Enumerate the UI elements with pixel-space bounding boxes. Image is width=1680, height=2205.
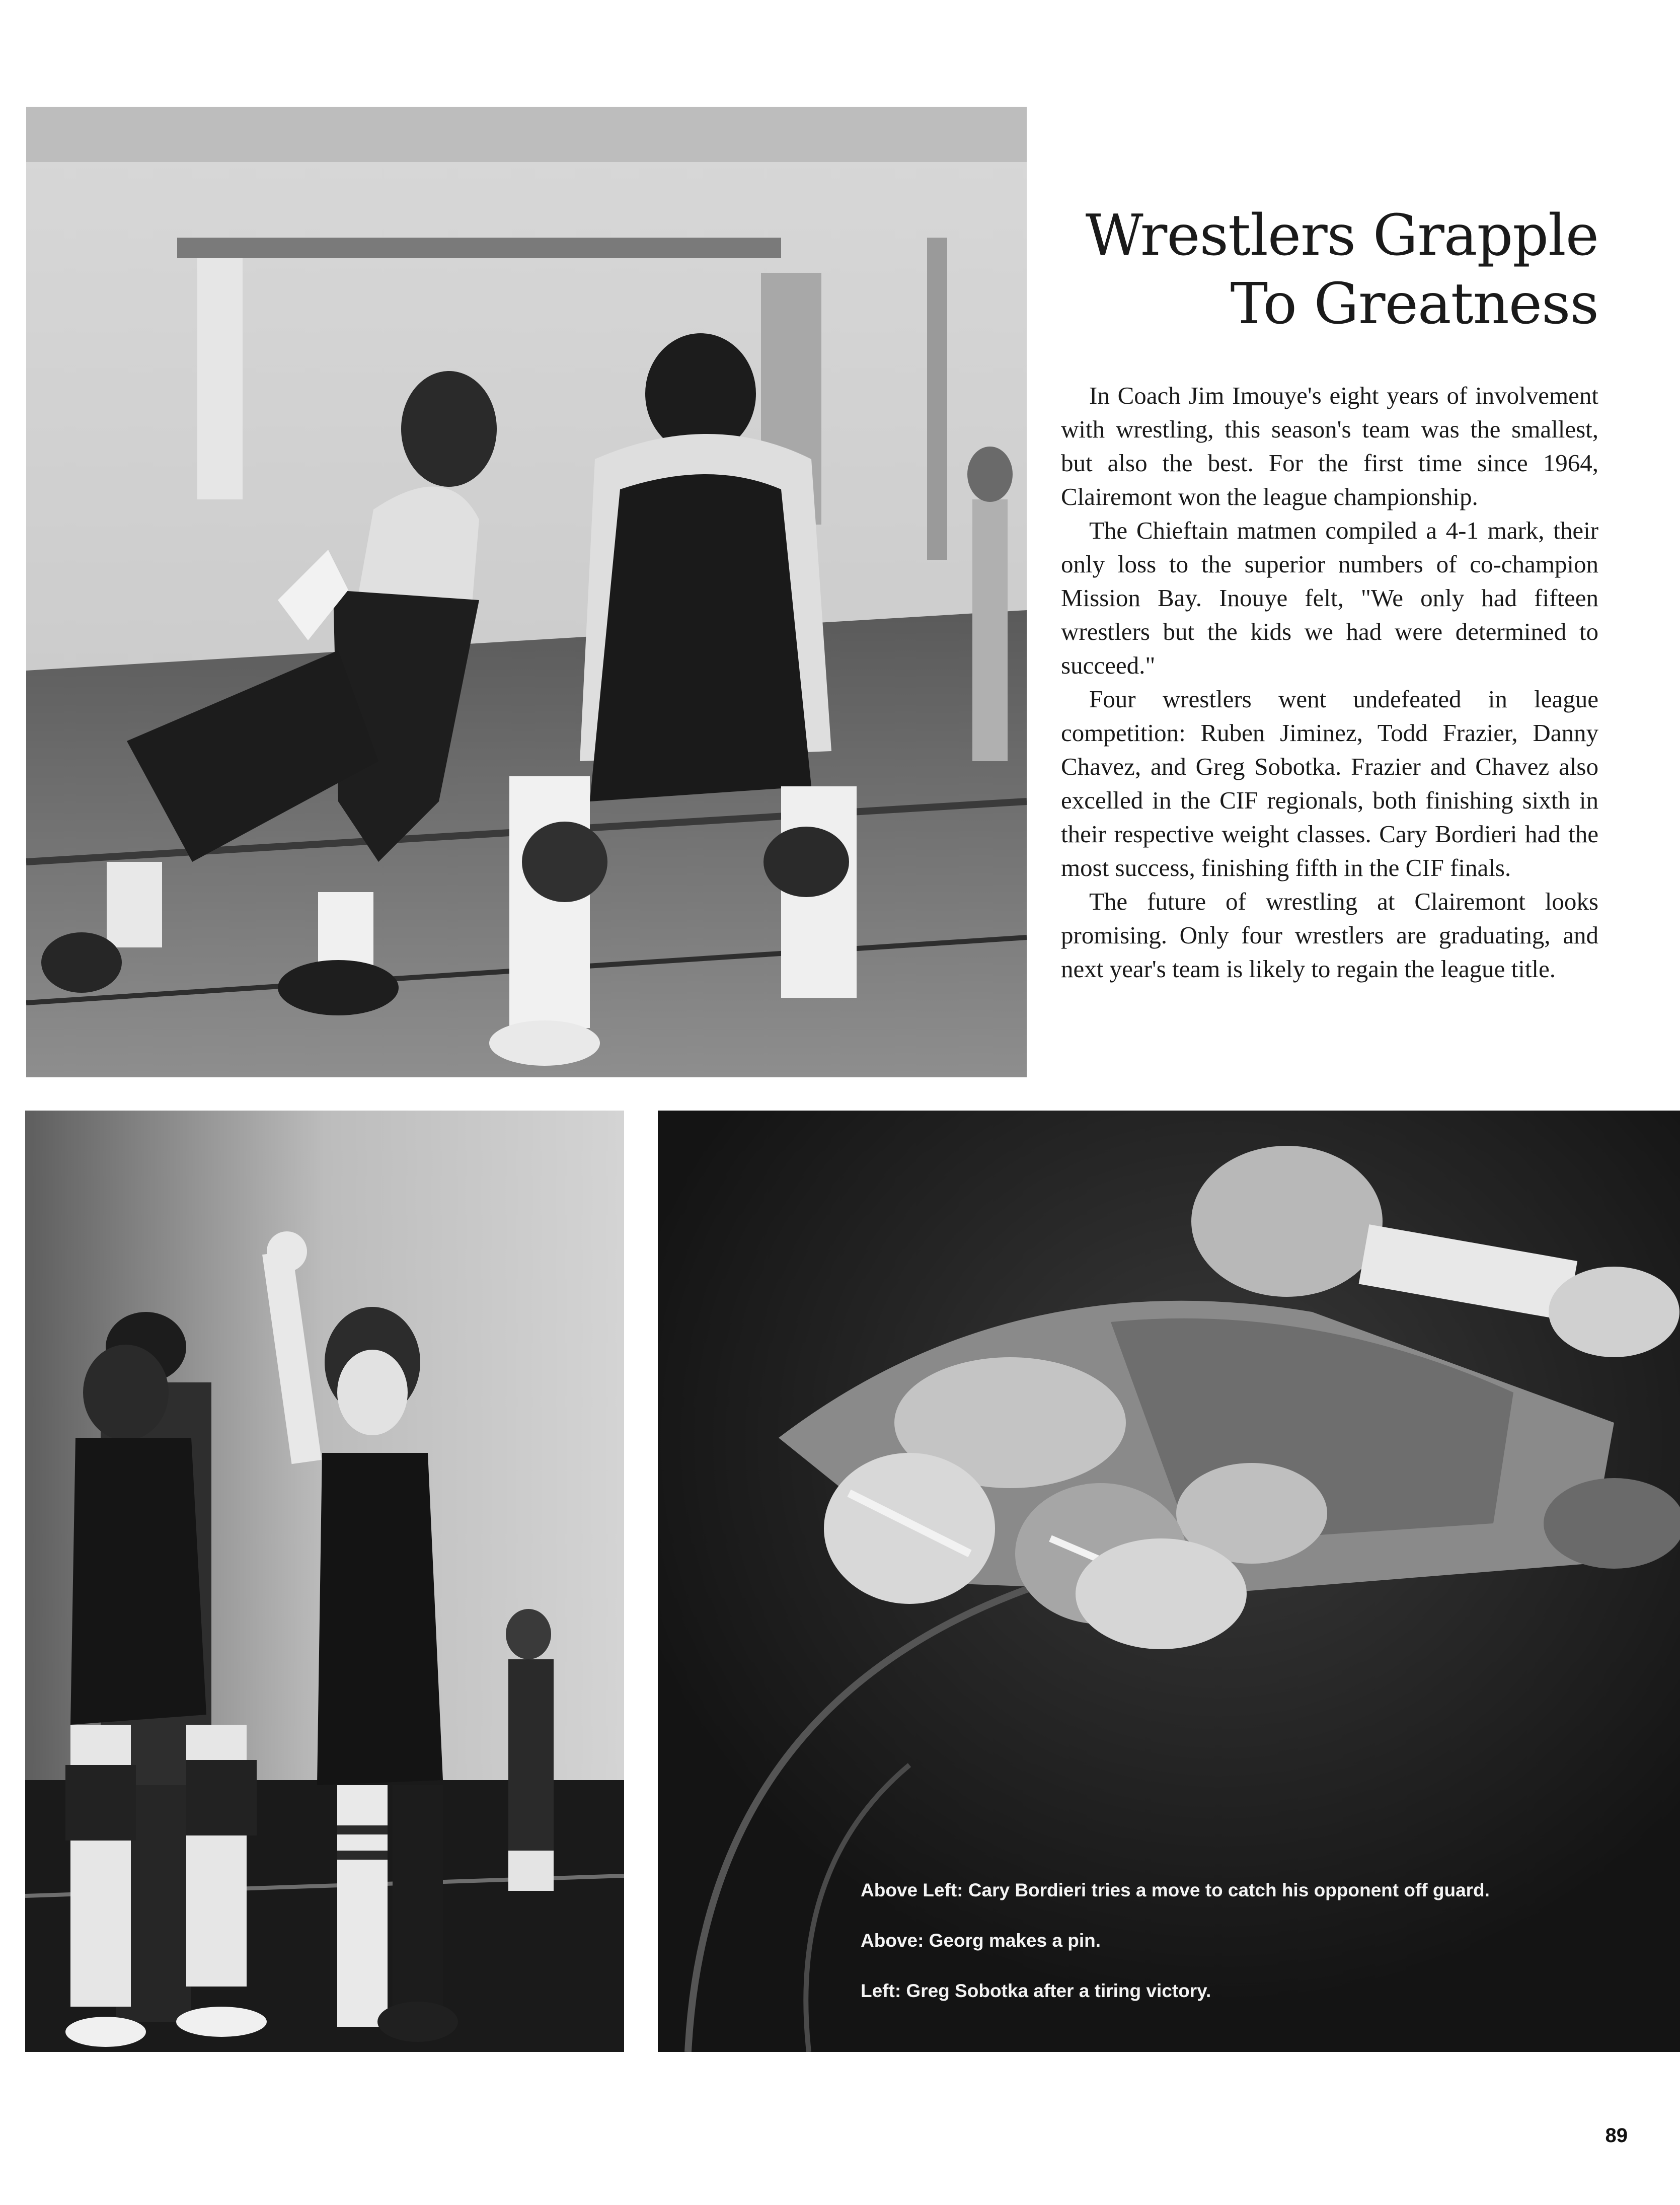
wrestlers-faceoff-photo <box>26 107 1027 1077</box>
caption-above-left: Above Left: Cary Bordieri tries a move to catch his opponent off guard. <box>861 1880 1490 1900</box>
photo-captions <box>861 1878 1490 2029</box>
caption-left: Left: Greg Sobotka after a tiring victory. <box>861 1980 1211 2001</box>
caption-above: Above: Georg makes a pin. <box>861 1930 1101 1951</box>
article-paragraph: Four wrestlers went undefeated in league competition: Ruben Jiminez, Todd Frazier, Danny Chavez, and Greg Sobotka. Frazier and Chavez also excelled in the CIF regionals, both finishing sixth in their respective weight classes. Cary Bordieri had the most success, finishing fifth in the CIF finals. <box>1061 685 1598 881</box>
victory-raised-arm-photo <box>25 1111 624 2052</box>
page-number: 89 <box>1605 2124 1628 2147</box>
article-paragraph: The future of wrestling at Clairemont looks promising. Only four wrestlers are graduating, and next year's team is likely to regain the league title. <box>1061 888 1598 983</box>
article-headline <box>1070 201 1598 338</box>
article-body <box>1061 379 1598 986</box>
headline-line-2: To Greatness <box>1230 271 1598 337</box>
headline-line-1: Wrestlers Grapple <box>1085 203 1598 268</box>
article-paragraph: The Chieftain matmen compiled a 4-1 mark, their only loss to the superior numbers of co-champion Mission Bay. Inouye felt, "We only had fifteen wrestlers but the kids we had were determined to succeed." <box>1061 517 1598 679</box>
article-paragraph: In Coach Jim Imouye's eight years of involvement with wrestling, this season's team was the smallest, but also the best. For the first time since 1964, Clairemont won the league championship. <box>1061 382 1598 510</box>
